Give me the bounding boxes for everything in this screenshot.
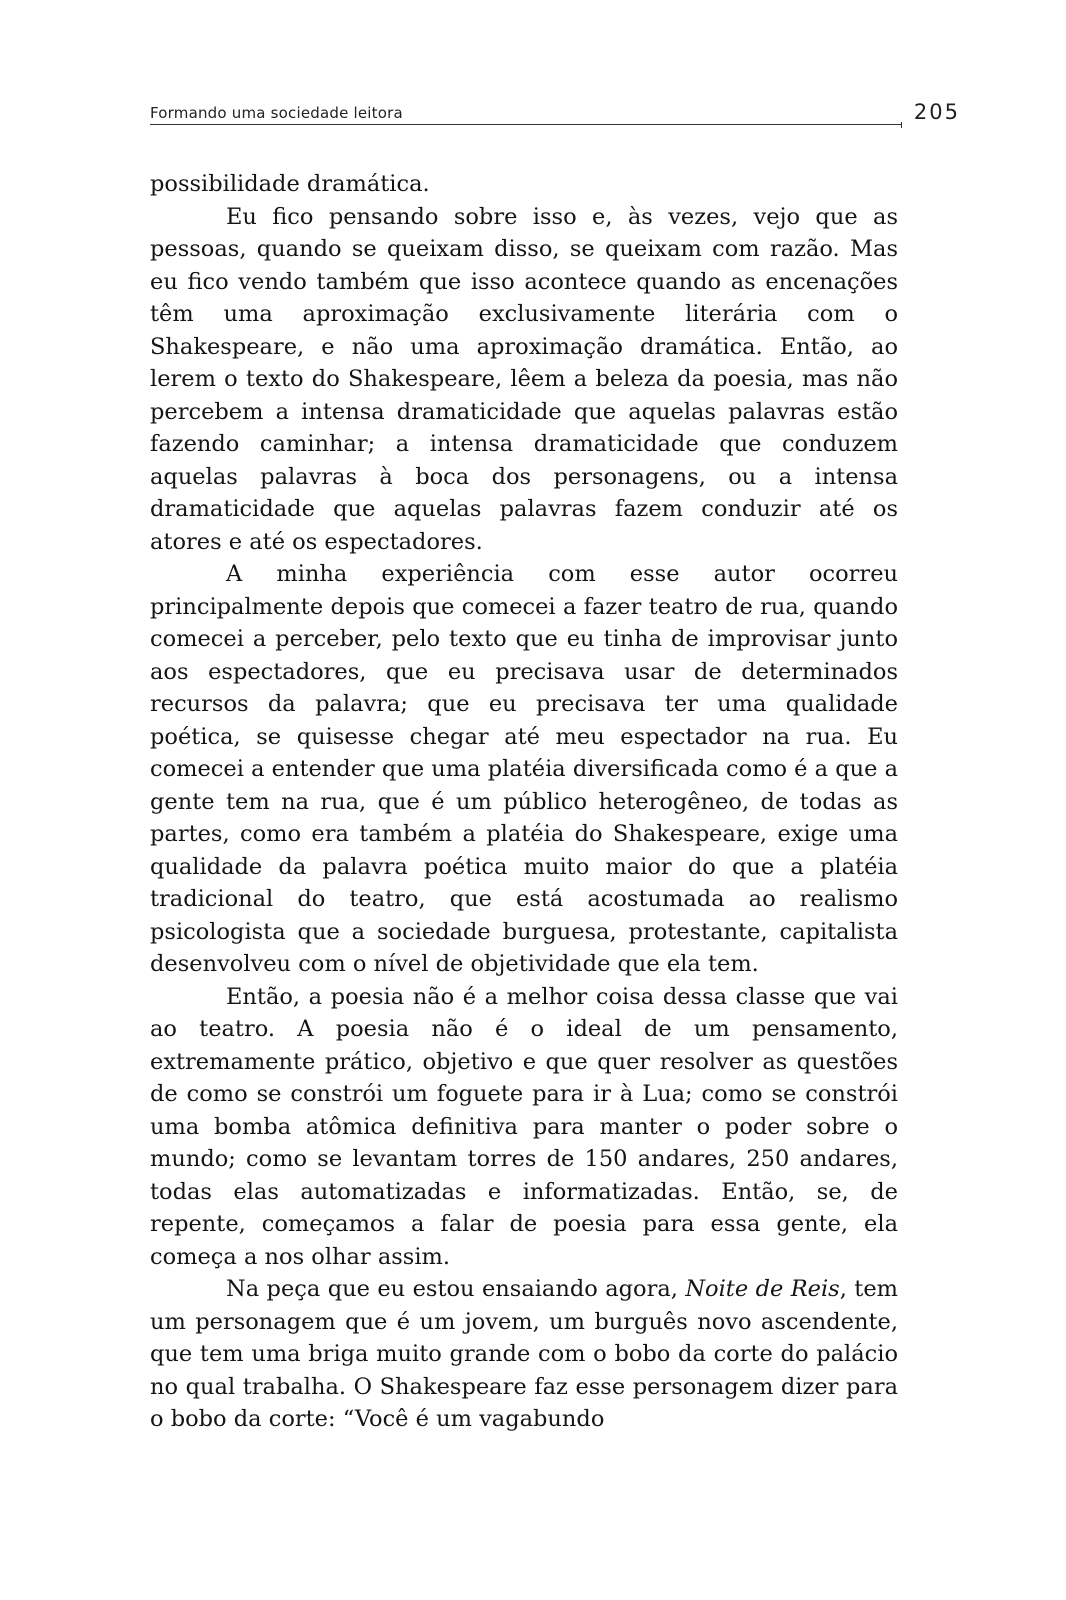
paragraph: Eu fico pensando sobre isso e, às vezes, vejo que as pessoas, quando se queixam disso, se queixam com razão. Mas eu fico vendo também que isso acontece quando as encenações têm uma aproximação exclusivamente literária com o Shakespeare, e não uma aproximação dramática. Então, ao lerem o texto do Shakespeare, lêem a beleza da poesia, mas não percebem a intensa dramaticidade que aquelas palavras estão fazendo caminhar; a intensa dramaticidade que conduzem aquelas palavras à boca dos personagens, ou a intensa dramaticidade que aquelas palavras fazem conduzir até os atores e até os espectadores. — [150, 203, 898, 555]
paragraph: A minha experiência com esse autor ocorreu principalmente depois que comecei a fazer teatro de rua, quando comecei a perceber, pelo texto que eu tinha de improvisar junto aos espectadores, que eu precisava usar de determinados recursos da palavra; que eu precisava ter uma qualidade poética, se quisesse chegar até meu espectador na rua. Eu comecei a entender que uma platéia diversificada como é a que a gente tem na rua, que é um público heterogêneo, de todas as partes, como era também a platéia do Shakespeare, exige uma qualidade da palavra poética muito maior do que a platéia tradicional do teatro, que está acostumada ao realismo psicologista que a sociedade burguesa, protestante, capitalista desenvolveu com o nível de objetividade que ela tem. — [150, 561, 898, 977]
paragraph-continuation: possibilidade dramática. — [150, 171, 430, 197]
running-header — [150, 100, 960, 130]
body-text — [150, 168, 898, 1436]
running-header-title: Formando uma sociedade leitora — [150, 104, 403, 122]
paragraph: Então, a poesia não é a melhor coisa dessa classe que vai ao teatro. A poesia não é o ideal de um pensamento, extremamente prático, objetivo e que quer resolver as questões de como se constrói um foguete para ir à Lua; como se constrói uma bomba atômica definitiva para manter o poder sobre o mundo; como se levantam torres de 150 andares, 250 andares, todas elas automatizadas e informatizadas. Então, se, de repente, começamos a falar de poesia para essa gente, ela começa a nos olhar assim. — [150, 983, 898, 1270]
paragraph — [150, 1273, 898, 1436]
paragraph-text: Na peça que eu estou ensaiando agora, — [226, 1276, 686, 1302]
header-rule-tick — [901, 122, 902, 128]
page-number: 205 — [913, 100, 960, 124]
header-rule — [150, 124, 902, 125]
play-title: Noite de Reis — [685, 1276, 840, 1302]
paragraph-text: , tem um personagem que é um jovem, um burguês novo ascendente, que tem uma briga muito grande com o bobo da corte do palácio no qual trabalha. O Shakespeare faz esse personagem dizer para o bobo da corte: “Você é um vagabundo — [150, 1276, 898, 1432]
